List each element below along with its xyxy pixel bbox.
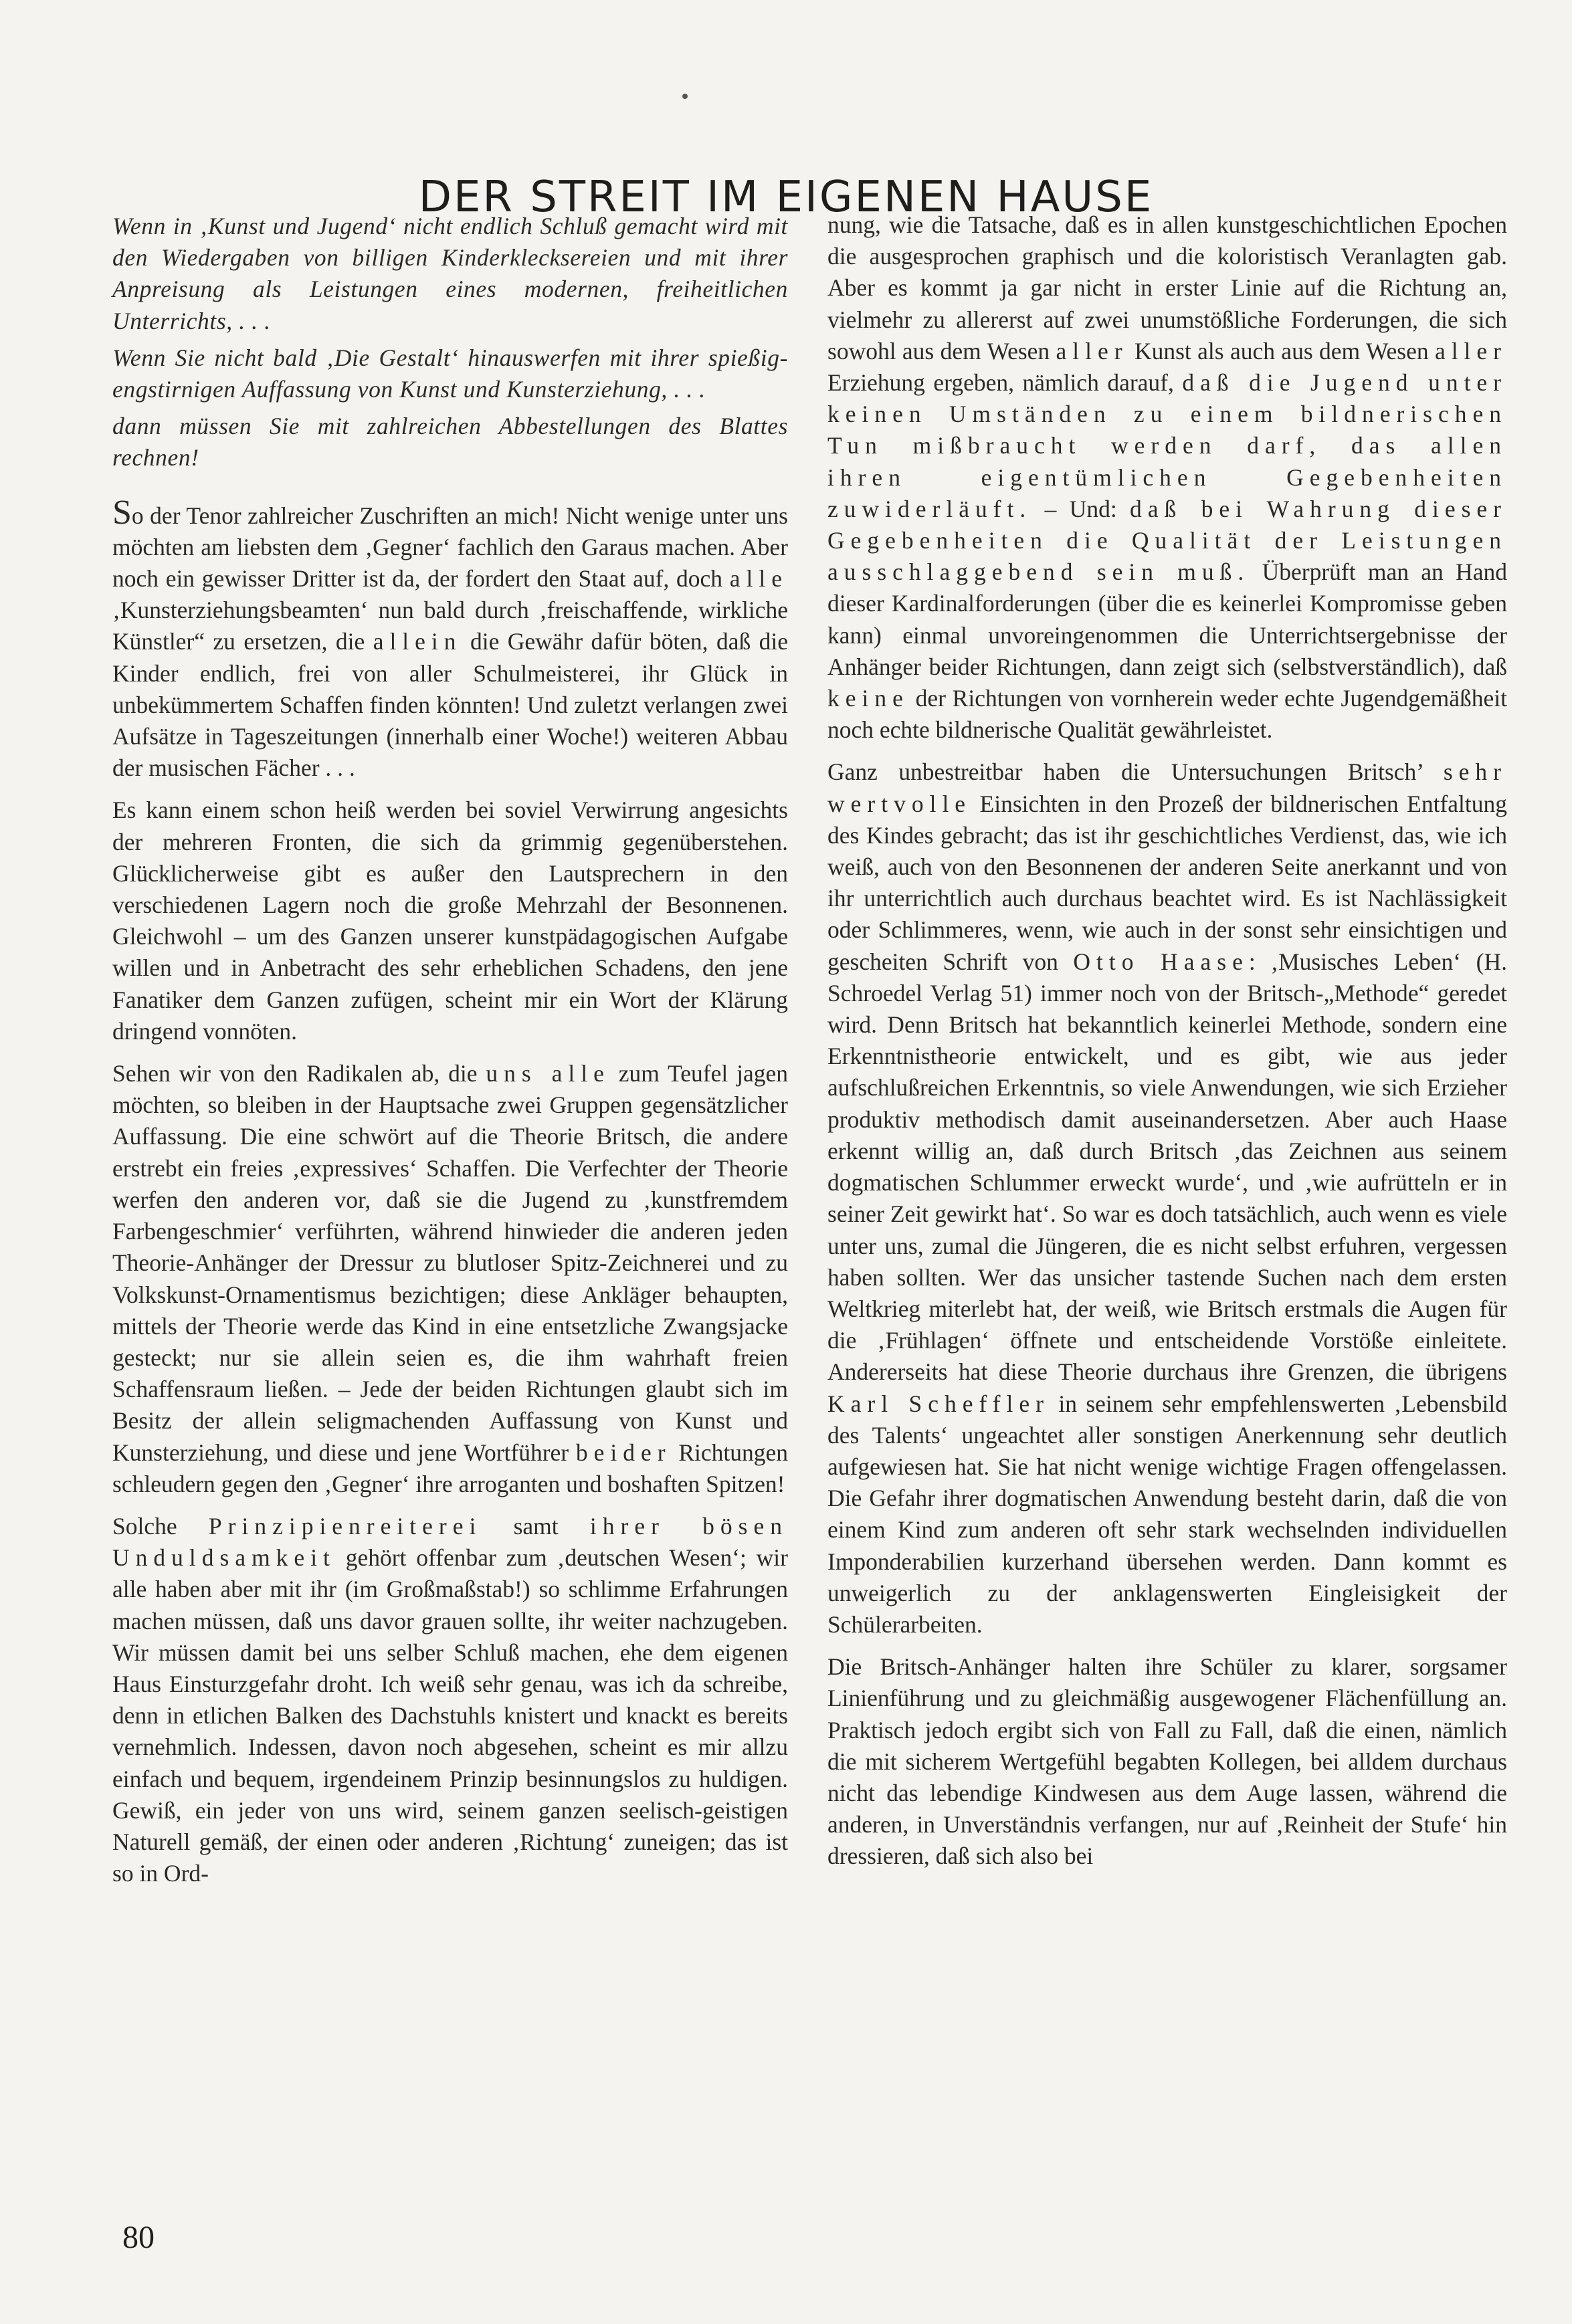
opening-quotes bbox=[112, 211, 788, 474]
quote-2: Wenn Sie nicht bald ‚Die Gestalt‘ hinauswerfen mit ihrer spießig-engstirnigen Auffassung von Kunst und Kunsterziehung, . . . bbox=[112, 344, 788, 403]
paragraph-2: Es kann einem schon heiß werden bei soviel Verwirrung angesichts der mehreren Fronten, die sich da grimmig gegenüberstehen. Glücklicherweise gibt es außer den Lautsprechern in den verschiedenen Lagern noch die große Mehrzahl der Besonnenen. Gleichwohl – um des Ganzen unserer kunstpädagogischen Aufgabe willen und in Anbetracht des sehr erheblichen Schadens, den jene Fanatiker dem Ganzen zufügen, scheint mir ein Wort der Klärung dringend vonnöten. bbox=[112, 797, 788, 1045]
left-column bbox=[112, 211, 788, 1900]
quote-3: dann müssen Sie mit zahlreichen Abbestellungen des Blattes rechnen! bbox=[112, 413, 788, 471]
quote-1: Wenn in ‚Kunst und Jugend‘ nicht endlich Schluß gemacht wird mit den Wiedergaben von billigen Kinderklecksereien und mit ihrer Anpreisung als Leistungen eines modernen, freiheitlichen Unterrichts, . . . bbox=[112, 213, 788, 334]
paragraph-7: Die Britsch-Anhänger halten ihre Schüler zu klarer, sorgsamer Linienführung und zu gleichmäßig ausgewogener Flächenfüllung an. Praktisch jedoch ergibt sich von Fall zu Fall, daß die einen, nämlich die mit sicherem Wertgefühl begabten Kollegen, bei alldem durchaus nicht das lebendige Kindwesen aus dem Auge lassen, während die anderen, in Unverständnis verfangen, nur auf ‚Reinheit der Stufe‘ hin dressieren, daß sich also bei bbox=[827, 1653, 1507, 1870]
paragraph-5: nung, wie die Tatsache, daß es in allen kunstgeschichtlichen Epochen die ausgesprochen graphisch und die koloristisch Veranlagten gab. Aber es kommt ja gar nicht in erster Linie auf die Richtung an, vielmehr zu allererst auf zwei unumstößliche Forderungen, die sich sowohl aus dem Wesen aller Kunst als auch aus dem Wesen aller Erziehung ergeben, nämlich darauf, daß die Jugend unter keinen Umständen zu einem bildnerischen Tun mißbraucht werden darf, das allen ihren eigentümlichen Gegebenheiten zuwiderläuft. – Und: daß bei Wahrung dieser Gegebenheiten die Qualität der Leistungen ausschlaggebend sein muß. Überprüft man an Hand dieser Kardinalforderungen (über die es keinerlei Kompromisse geben kann) einmal unvoreingenommen die Unterrichtsergebnisse der Anhänger beider Richtungen, dann zeigt sich (selbstverständlich), daß keine der Richtungen von vornherein weder echte Jugendgemäßheit noch echte bildnerische Qualität gewährleistet. bbox=[827, 211, 1508, 744]
paragraph-6: Ganz unbestreitbar haben die Untersuchungen Britsch’ sehr wertvolle Einsichten in den Prozeß der bildnerischen Entfaltung des Kindes gebracht; das ist ihr geschichtliches Verdienst, das, wie ich weiß, auch von den Besonnenen der anderen Seite anerkannt und von ihr unterrichtlich auch durchaus beachtet wird. Es ist Nachlässigkeit oder Schlimmeres, wenn, wie auch in der sonst sehr einsichtigen und gescheiten Schrift von Otto Haase: ‚Musisches Leben‘ (H. Schroedel Verlag 51) immer noch von der Britsch-„Methode“ geredet wird. Denn Britsch hat bekanntlich keinerlei Methode, sondern eine Erkenntnistheorie entwickelt, und es gibt, wie aus jeder aufschlußreichen Erkenntnis, so viele Anwendungen, wie sich Erzieher produktiv methodisch damit auseinandersetzen. Aber auch Haase erkennt willig an, daß durch Britsch ‚das Zeichnen aus seinem dogmatischen Schlummer erweckt wurde‘, und ‚wie aufrütteln er in seiner Zeit gewirkt hat‘. So war es doch tatsächlich, auch wenn es viele unter uns, zumal die Jüngeren, die es nicht selbst erfuhren, vergessen haben sollten. Wer das unsicher tastende Suchen nach dem ersten Weltkrieg miterlebt hat, der weiß, wie Britsch erstmals die Augen für die ‚Frühlagen‘ öffnete und entscheidende Vorstöße einleitete. Andererseits hat diese Theorie durchaus ihre Grenzen, die übrigens Karl Scheffler in seinem sehr empfehlenswerten ‚Lebensbild des Talents‘ ungeachtet aller sonstigen Anerkennung sehr deutlich aufgewiesen hat. Sie hat nicht wenige wichtige Fragen offengelassen. Die Gefahr ihrer dogmatischen Anwendung besteht darin, daß die von einem Kind zum anderen oft sehr stark wechselnden individuellen Imponderabilien kurzerhand übersehen werden. Dann kommt es unweigerlich zu der anklagenswerten Eingleisigkeit der Schülerarbeiten. bbox=[827, 758, 1508, 1638]
paragraph-4: Solche Prinzipienreiterei samt ihrer bösen Unduldsamkeit gehört offenbar zum ‚deutschen Wesen‘; wir alle haben aber mit ihr (im Großmaßstab!) so schlimme Erfahrungen machen müssen, daß uns davor grauen sollte, ihr weiter nachzugeben. Wir müssen damit bei uns selber Schluß machen, ehe dem eigenen Haus Einsturzgefahr droht. Ich weiß sehr genau, was ich da schreibe, denn in etlichen Balken des Dachstuhls knistert und knackt es bereits vernehmlich. Indessen, davon noch abgesehen, scheint es mir allzu einfach und bequem, irgendeinem Prinzip besinnungslos zu huldigen. Gewiß, ein jeder von uns wird, seinem ganzen seelisch-geistigen Naturell gemäß, der einen oder anderen ‚Richtung‘ zuneigen; das ist so in Ord- bbox=[112, 1512, 788, 1887]
page-number: 80 bbox=[122, 2220, 155, 2255]
paragraph-1: So der Tenor zahlreicher Zuschriften an mich! Nicht wenige unter uns möchten am liebsten dem ‚Gegner‘ fachlich den Garaus machen. Aber noch ein gewisser Dritter ist da, der fordert den Staat auf, doch alle ‚Kunsterziehungsbeamten‘ nun bald durch ‚freischaffende, wirkliche Künstler“ zu ersetzen, die allein die Gewähr dafür böten, daß die Kinder endlich, frei von aller Schulmeisterei, ihr Glück in unbekümmertem Schaffen finden könnten! Und zuletzt verlangen zwei Aufsätze in Tageszeitungen (innerhalb einer Woche!) weiteren Abbau der musischen Fächer . . . bbox=[112, 493, 789, 782]
article-title: DER STREIT IM EIGENEN HAUSE bbox=[418, 172, 1154, 222]
right-column bbox=[827, 209, 1507, 1883]
decorative-dot bbox=[682, 94, 688, 99]
paragraph-3: Sehen wir von den Radikalen ab, die uns alle zum Teufel jagen möchten, so bleiben in der Hauptsache zwei Gruppen gegensätzlicher Auffassung. Die eine schwört auf die Theorie Britsch, die andere erstrebt ein freies ‚expressives‘ Schaffen. Die Verfechter der Theorie werfen den anderen vor, daß sie die Jugend zu ‚kunstfremdem Farbengeschmier‘ verführten, während hinwieder die anderen jeden Theorie-Anhänger der Dressur zu blutloser Spitz-Zeichnerei und zu Volkskunst-Ornamentismus bezichtigen; diese Ankläger behaupten, mittels der Theorie werde das Kind in eine entsetzliche Zwangsjacke gesteckt; nur sie allein seien es, die ihm wahrhaft freien Schaffensraum ließen. – Jede der beiden Richtungen glaubt sich im Besitz der allein seligmachenden Auffassung von Kunst und Kunsterziehung, und diese und jene Wortführer beider Richtungen schleudern gegen den ‚Gegner‘ ihre arroganten und boshaften Spitzen! bbox=[112, 1060, 788, 1497]
